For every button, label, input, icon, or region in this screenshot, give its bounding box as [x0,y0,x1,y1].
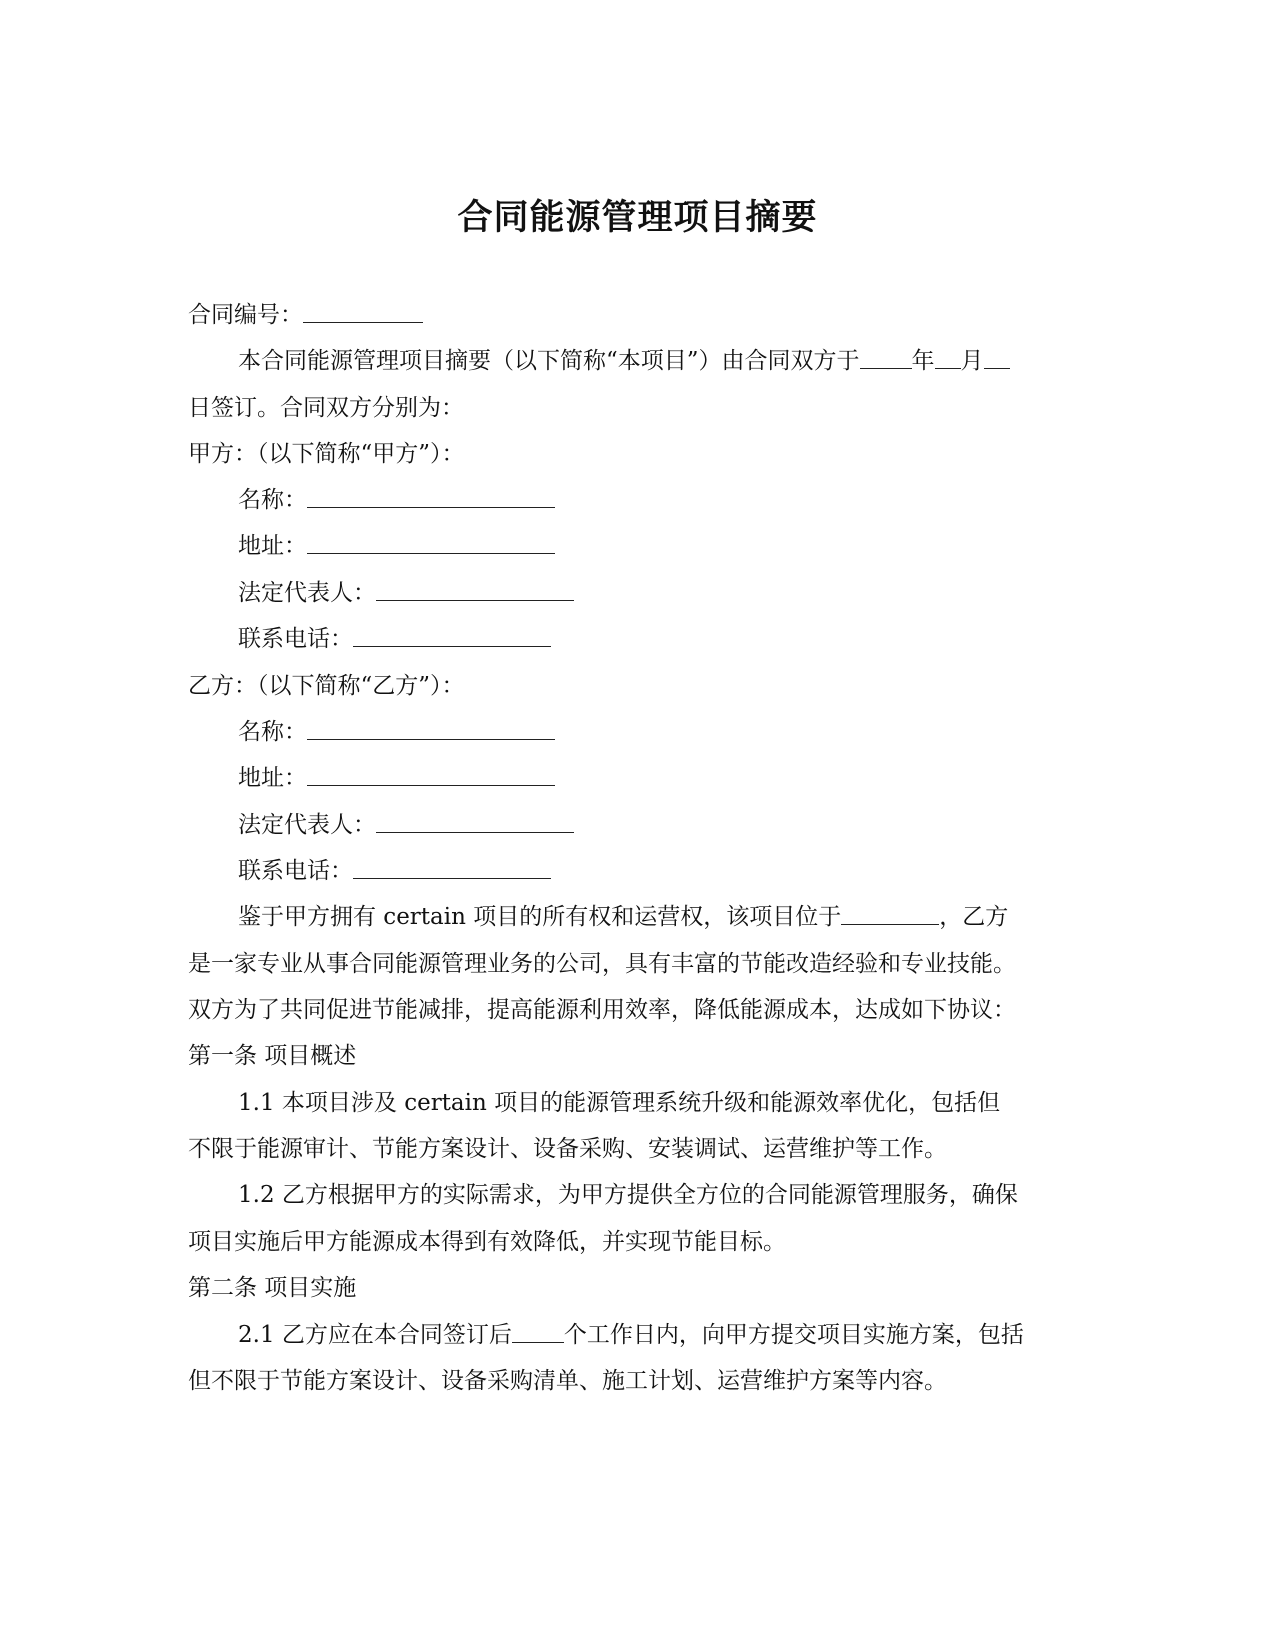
month-label: 月 [960,348,984,374]
party-a-name-line [238,485,555,515]
clause-2-1-text: 2.1 乙方应在本合同签订后 [238,1322,512,1348]
intro-line-2: 日签订。合同双方分别为： [188,395,464,421]
party-a-name-blank[interactable] [307,485,555,508]
clause-2-1-line-1 [238,1320,1024,1350]
clause-1-1-line-1: 1.1 本项目涉及 certain 项目的能源管理系统升级和能源效率优化，包括但 [238,1090,1001,1116]
recital-text: 鉴于甲方拥有 certain 项目的所有权和运营权，该项目位于 [238,904,842,930]
day-blank[interactable] [984,346,1010,369]
party-a-phone-line [238,624,551,654]
contract-number-blank[interactable] [303,300,423,323]
party-b-rep-label: 法定代表人： [238,812,376,838]
party-b-name-label: 名称： [238,719,307,745]
party-a-name-label: 名称： [238,487,307,513]
location-blank[interactable] [841,902,939,925]
party-a-rep-line [238,578,574,608]
party-a-phone-blank[interactable] [353,624,551,647]
year-label: 年 [911,348,935,374]
clause-1-1-line-2: 不限于能源审计、节能方案设计、设备采购、安装调试、运营维护等工作。 [188,1136,947,1162]
year-blank[interactable] [860,346,912,369]
party-a-address-blank[interactable] [307,531,555,554]
party-a-rep-blank[interactable] [376,578,574,601]
party-b-phone-label: 联系电话： [238,858,353,884]
clause-1-2-line-1: 1.2 乙方根据甲方的实际需求，为甲方提供全方位的合同能源管理服务，确保 [238,1182,1018,1208]
party-a-phone-label: 联系电话： [238,626,353,652]
party-a-address-line [238,531,555,561]
recital-line-3: 双方为了共同促进节能减排，提高能源利用效率，降低能源成本，达成如下协议： [188,997,1016,1023]
party-b-heading: 乙方：（以下简称“乙方”）： [188,673,465,699]
party-b-rep-blank[interactable] [376,810,574,833]
intro-text: 本合同能源管理项目摘要（以下简称“本项目”）由合同双方于 [238,348,860,374]
workdays-blank[interactable] [512,1320,564,1343]
party-b-name-blank[interactable] [307,717,555,740]
party-b-name-line [238,717,555,747]
party-b-address-blank[interactable] [307,763,555,786]
article-2-heading: 第二条 项目实施 [188,1275,357,1301]
party-b-address-line [238,763,555,793]
party-b-phone-line [238,856,551,886]
contract-number-line [188,300,423,330]
party-b-address-label: 地址： [238,765,307,791]
party-a-heading: 甲方：（以下简称“甲方”）： [188,441,465,467]
party-a-rep-label: 法定代表人： [238,580,376,606]
party-b-phone-blank[interactable] [353,856,551,879]
month-blank[interactable] [935,346,961,369]
clause-2-1-text-tail: 个工作日内，向甲方提交项目实施方案，包括 [563,1322,1024,1348]
article-1-heading: 第一条 项目概述 [188,1043,357,1069]
clause-1-2-line-2: 项目实施后甲方能源成本得到有效降低，并实现节能目标。 [188,1229,786,1255]
clause-2-1-line-2: 但不限于节能方案设计、设备采购清单、施工计划、运营维护方案等内容。 [188,1368,947,1394]
page-title: 合同能源管理项目摘要 [457,198,818,238]
recital-line-1 [238,902,1008,932]
party-b-rep-line [238,810,574,840]
recital-line-2: 是一家专业从事合同能源管理业务的公司，具有丰富的节能改造经验和专业技能。 [188,951,1016,977]
contract-number-label: 合同编号： [188,302,303,328]
intro-line-1 [238,346,1010,376]
recital-text-tail: ，乙方 [939,904,1009,930]
party-a-address-label: 地址： [238,533,307,559]
